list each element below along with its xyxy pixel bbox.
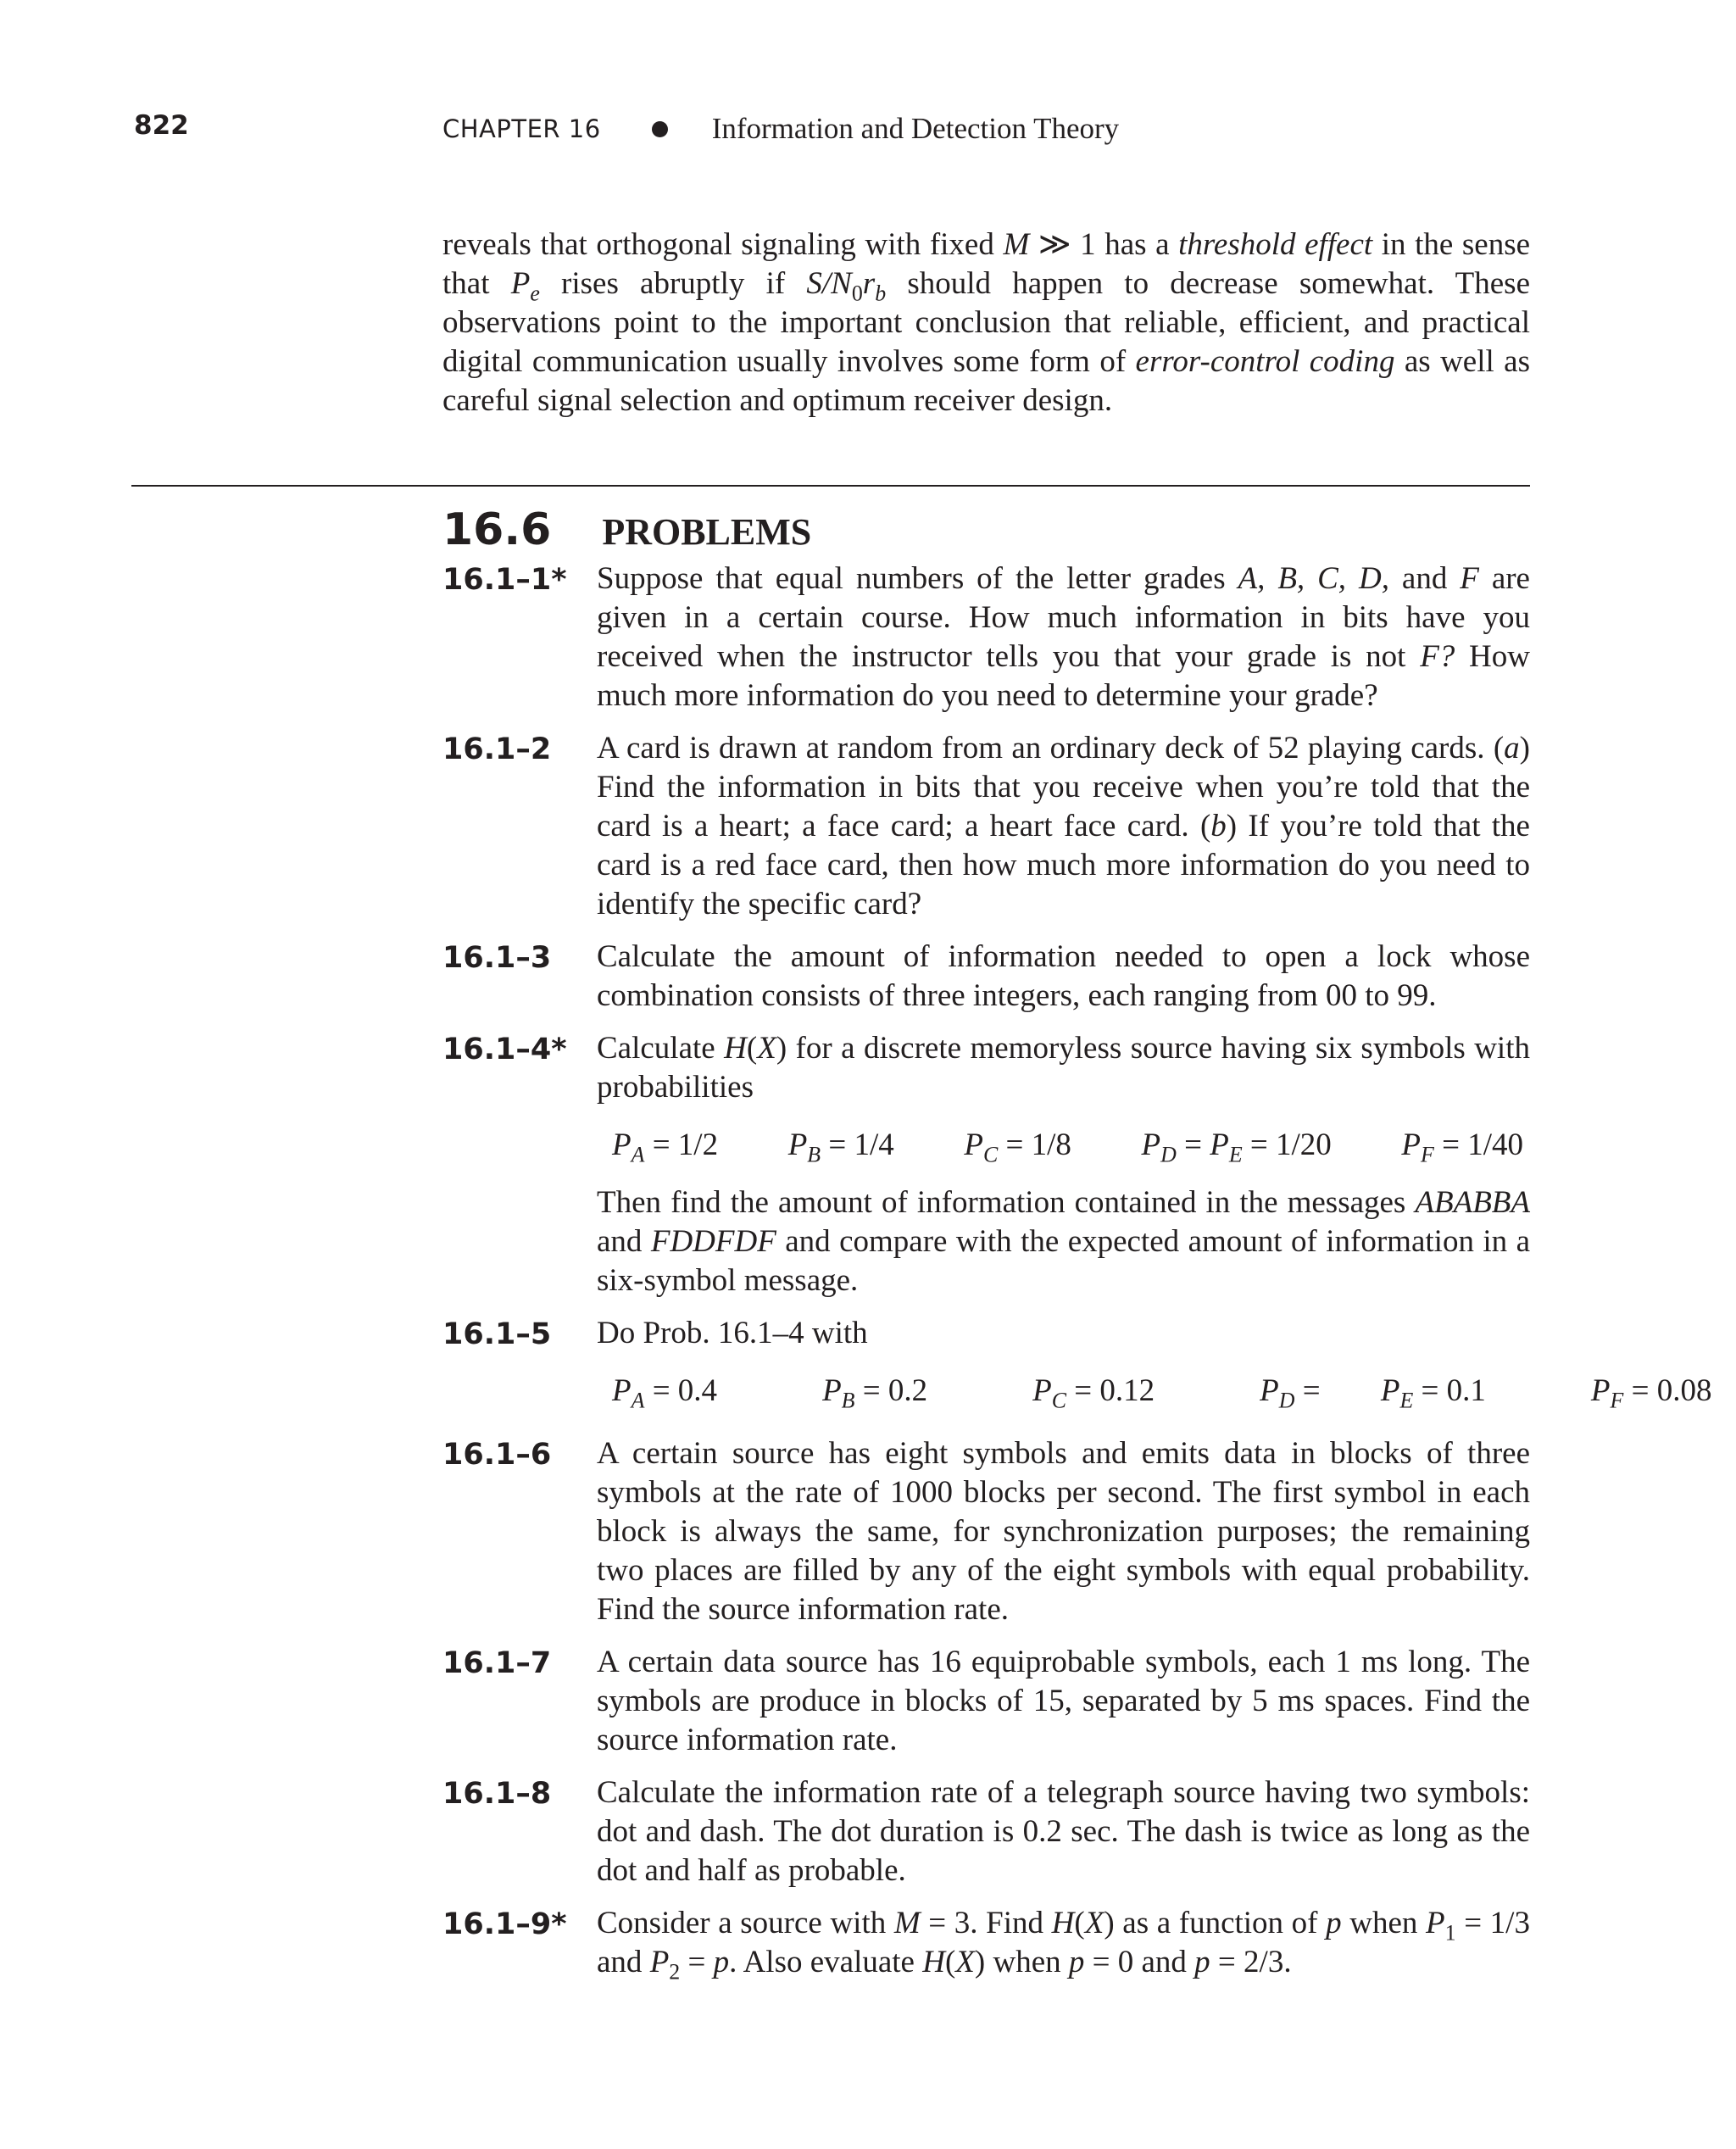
section-divider bbox=[131, 485, 1530, 487]
problem-body bbox=[597, 1643, 1530, 1760]
page-number: 822 bbox=[134, 110, 189, 141]
problem-text: Calculate the amount of information needed to open a lock whose combination consists of three integers, each ranging from 00 to 99. bbox=[597, 939, 1530, 1013]
problem-text: Calculate H(X) for a discrete memoryless source having six symbols with probabilities bbox=[597, 1031, 1530, 1105]
problem-number: 16.1–8 bbox=[442, 1777, 552, 1811]
problem-number: 16.1–4* bbox=[442, 1033, 567, 1066]
probability-equation: $P_A = 1/2$ $P_B = 1/4$ $P_C = 1/8$ $P_D = P_E = 1/20$ $P_F = 1/40$ bbox=[612, 1127, 1523, 1167]
problem-text: A card is drawn at random from an ordinary deck of 52 playing cards. (a) Find the information in bits that you receive when you’re told that the card is a heart; a face card; a heart face card. (b) If you’re told that the card is a red face card, then how much more information do you need to identify the specific card? bbox=[597, 731, 1530, 921]
problem-16-1-1 bbox=[442, 560, 1530, 715]
chapter-title: Information and Detection Theory bbox=[711, 112, 1120, 145]
problem-text: Suppose that equal numbers of the letter grades A, B, C, D, and F are given in a certain course. How much information in bits have you received when the instructor tells you that your grade is not F? How much more information do you need to determine your grade? bbox=[597, 561, 1530, 713]
problem-list bbox=[442, 560, 1712, 1996]
problem-body bbox=[597, 1314, 1712, 1421]
problem-16-1-8 bbox=[442, 1773, 1530, 1890]
running-header bbox=[442, 109, 1119, 149]
intro-paragraph: reveals that orthogonal signaling with fixed M ≫ 1 has a threshold effect in the sense that $P_e$ rises abruptly if $S/N_0r_b$ should happen to decrease somewhat. These observations point to the important conclusion that reliable, efficient, and practical digital communication usually involves some form of error-control coding as well as careful signal selection and optimum receiver design. bbox=[442, 227, 1531, 418]
section-heading bbox=[442, 504, 811, 555]
problem-body bbox=[597, 560, 1530, 715]
problem-number: 16.1–2 bbox=[442, 732, 552, 766]
problem-text: A certain source has eight symbols and emits data in blocks of three symbols at the rate of 1000 blocks per second. The first symbol in each block is always the same, for synchronization purposes; the remaining two places are filled by any of the eight symbols with equal probability. Find the source information rate. bbox=[597, 1436, 1530, 1627]
section-title: PROBLEMS bbox=[602, 511, 812, 553]
problem-16-1-6 bbox=[442, 1434, 1530, 1629]
probability-equation: $P_A = 0.4$ $P_B = 0.2$ $P_C = 0.12$ $P_D = P_E = 0.1$ $P_F = 0.08$ bbox=[612, 1373, 1712, 1413]
problem-16-1-2 bbox=[442, 729, 1530, 924]
problem-number: 16.1–9* bbox=[442, 1907, 567, 1941]
problem-number: 16.1–3 bbox=[442, 941, 552, 975]
section-number: 16.6 bbox=[442, 504, 552, 555]
problem-text-continued: Then find the amount of information contained in the messages ABABBA and FDDFDF and compare with the expected amount of information in a six-symbol message. bbox=[597, 1185, 1530, 1298]
problem-number: 16.1–5 bbox=[442, 1317, 552, 1351]
problem-16-1-5 bbox=[442, 1314, 1712, 1421]
problem-number: 16.1–7 bbox=[442, 1646, 552, 1680]
problem-body bbox=[597, 1434, 1530, 1629]
problem-text: Calculate the information rate of a telegraph source having two symbols: dot and dash. The dot duration is 0.2 sec. The dash is twice as long as the dot and half as probable. bbox=[597, 1775, 1530, 1888]
problem-body bbox=[597, 1773, 1530, 1890]
bullet-icon bbox=[652, 121, 668, 137]
problem-16-1-3 bbox=[442, 938, 1530, 1016]
problem-body bbox=[597, 729, 1530, 924]
problem-number: 16.1–1* bbox=[442, 563, 567, 597]
problem-16-1-9 bbox=[442, 1904, 1530, 1985]
chapter-label: CHAPTER 16 bbox=[442, 114, 601, 143]
problem-16-1-4 bbox=[442, 1029, 1530, 1300]
problem-text: Consider a source with M = 3. Find H(X) as a function of p when $P_1 = 1/3$ and $P_2 = p$. Also evaluate H(X) when p = 0 and p = 2/3. bbox=[597, 1906, 1530, 1985]
problem-body bbox=[597, 1029, 1530, 1300]
problem-body bbox=[597, 938, 1530, 1016]
problem-number: 16.1–6 bbox=[442, 1438, 552, 1472]
problem-16-1-7 bbox=[442, 1643, 1530, 1760]
problem-body bbox=[597, 1904, 1530, 1985]
problem-text: Do Prob. 16.1–4 with bbox=[597, 1316, 868, 1350]
problem-text: A certain data source has 16 equiprobable symbols, each 1 ms long. The symbols are produce in blocks of 15, separated by 5 ms spaces. Find the source information rate. bbox=[597, 1645, 1530, 1757]
